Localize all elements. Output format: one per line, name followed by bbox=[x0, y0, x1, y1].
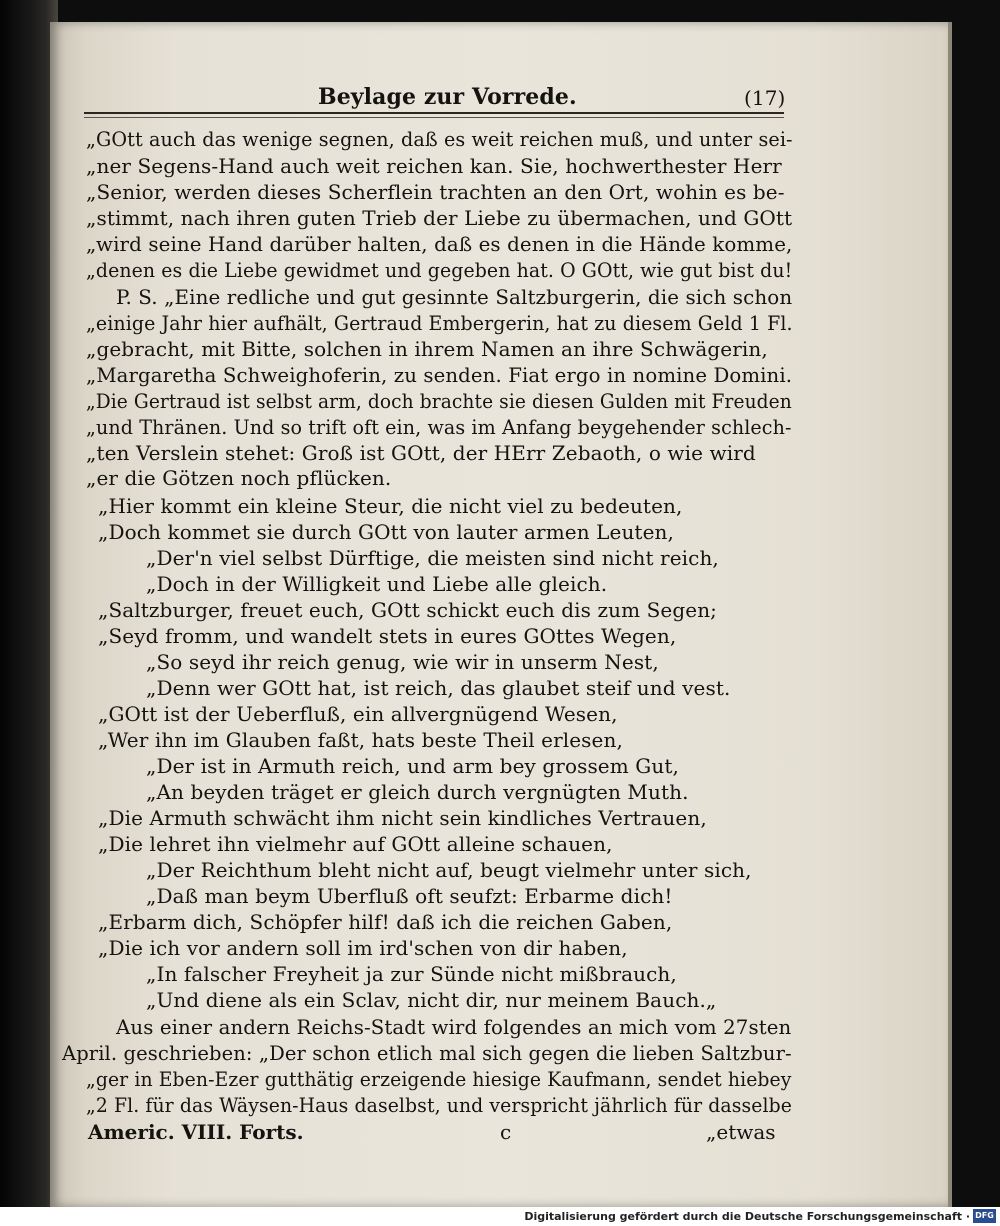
verse-line: „In falscher Freyheit ja zur Sünde nicht mißbrauch, bbox=[146, 962, 677, 986]
catchword: „etwas bbox=[706, 1120, 776, 1144]
text-line: April. geschrieben: „Der schon etlich mal sich gegen die lieben Saltzbur- bbox=[62, 1041, 792, 1065]
dfg-logo: DFG bbox=[973, 1209, 996, 1223]
text-line: „ger in Eben-Ezer gutthätig erzeigende hiesige Kaufmann, sendet hiebey bbox=[86, 1067, 792, 1091]
signature-mark: Americ. VIII. Forts. bbox=[88, 1120, 304, 1144]
text-line: „GOtt auch das wenige segnen, daß es weit reichen muß, und unter sei- bbox=[86, 127, 793, 151]
verse-line: „Wer ihn im Glauben faßt, hats beste Theil erlesen, bbox=[98, 728, 623, 752]
verse-line: „Hier kommt ein kleine Steur, die nicht viel zu bedeuten, bbox=[98, 494, 683, 518]
text-line: „stimmt, nach ihren guten Trieb der Liebe zu übermachen, und GOtt bbox=[86, 206, 793, 230]
sheet-mark: c bbox=[500, 1120, 512, 1144]
verse-line: „Die ich vor andern soll im ird'schen von dir haben, bbox=[98, 936, 628, 960]
digitization-credit: Digitalisierung gefördert durch die Deutsche Forschungsgemeinschaft · bbox=[524, 1210, 970, 1223]
verse-line: „Doch in der Willigkeit und Liebe alle gleich. bbox=[146, 572, 608, 596]
text-line: „wird seine Hand darüber halten, daß es denen in die Hände komme, bbox=[86, 232, 793, 256]
verse-line: „Und diene als ein Sclav, nicht dir, nur meinem Bauch.„ bbox=[146, 988, 717, 1012]
text-line: „Senior, werden dieses Scherflein trachten an den Ort, wohin es be- bbox=[86, 180, 785, 204]
text-line: „Die Gertraud ist selbst arm, doch brachte sie diesen Gulden mit Freuden bbox=[86, 389, 792, 413]
verse-line: „Daß man beym Uberfluß oft seufzt: Erbarme dich! bbox=[146, 884, 673, 908]
text-line: „und Thränen. Und so trift oft ein, was im Anfang beygehender schlech- bbox=[86, 415, 792, 439]
header-rule-thin bbox=[84, 117, 784, 118]
verse-line: „Saltzburger, freuet euch, GOtt schickt euch dis zum Segen; bbox=[98, 598, 718, 622]
text-line: „denen es die Liebe gewidmet und gegeben hat. O GOtt, wie gut bist du! bbox=[86, 258, 793, 282]
text-line: „gebracht, mit Bitte, solchen in ihrem Namen an ihre Schwägerin, bbox=[86, 337, 768, 361]
running-head-title: Beylage zur Vorrede. bbox=[318, 84, 577, 110]
verse-line: „Denn wer GOtt hat, ist reich, das glaubet steif und vest. bbox=[146, 676, 731, 700]
header-rule bbox=[84, 112, 784, 114]
verse-line: „Die lehret ihn vielmehr auf GOtt alleine schauen, bbox=[98, 832, 613, 856]
verse-line: „Die Armuth schwächt ihm nicht sein kindliches Vertrauen, bbox=[98, 806, 707, 830]
text-line: „er die Götzen noch pflücken. bbox=[86, 466, 392, 490]
verse-line: „Der'n viel selbst Dürftige, die meisten sind nicht reich, bbox=[146, 546, 719, 570]
verse-line: „So seyd ihr reich genug, wie wir in unserm Nest, bbox=[146, 650, 659, 674]
verse-line: „An beyden träget er gleich durch vergnügten Muth. bbox=[146, 780, 689, 804]
page-edge bbox=[948, 22, 952, 1207]
text-line: „einige Jahr hier aufhält, Gertraud Embergerin, hat zu diesem Geld 1 Fl. bbox=[86, 311, 793, 335]
text-line: „2 Fl. für das Wäysen-Haus daselbst, und verspricht jährlich für dasselbe bbox=[86, 1093, 792, 1117]
page-number: (17) bbox=[744, 86, 786, 110]
text-line: „ten Verslein stehet: Groß ist GOtt, der HErr Zebaoth, o wie wird bbox=[86, 441, 756, 465]
verse-line: „Seyd fromm, und wandelt stets in eures GOttes Wegen, bbox=[98, 624, 677, 648]
verse-line: „Doch kommet sie durch GOtt von lauter armen Leuten, bbox=[98, 520, 674, 544]
text-line: Aus einer andern Reichs-Stadt wird folgendes an mich vom 27sten bbox=[116, 1015, 792, 1039]
text-line: „Margaretha Schweighoferin, zu senden. Fiat ergo in nomine Domini. bbox=[86, 363, 793, 387]
text-line: „ner Segens-Hand auch weit reichen kan. Sie, hochwerthester Herr bbox=[86, 154, 782, 178]
text-line: P. S. „Eine redliche und gut gesinnte Saltzburgerin, die sich schon bbox=[116, 285, 793, 309]
verse-line: „GOtt ist der Ueberfluß, ein allvergnügend Wesen, bbox=[98, 702, 618, 726]
verse-line: „Der ist in Armuth reich, und arm bey grossem Gut, bbox=[146, 754, 679, 778]
verse-line: „Der Reichthum bleht nicht auf, beugt vielmehr unter sich, bbox=[146, 858, 752, 882]
verse-line: „Erbarm dich, Schöpfer hilf! daß ich die reichen Gaben, bbox=[98, 910, 673, 934]
